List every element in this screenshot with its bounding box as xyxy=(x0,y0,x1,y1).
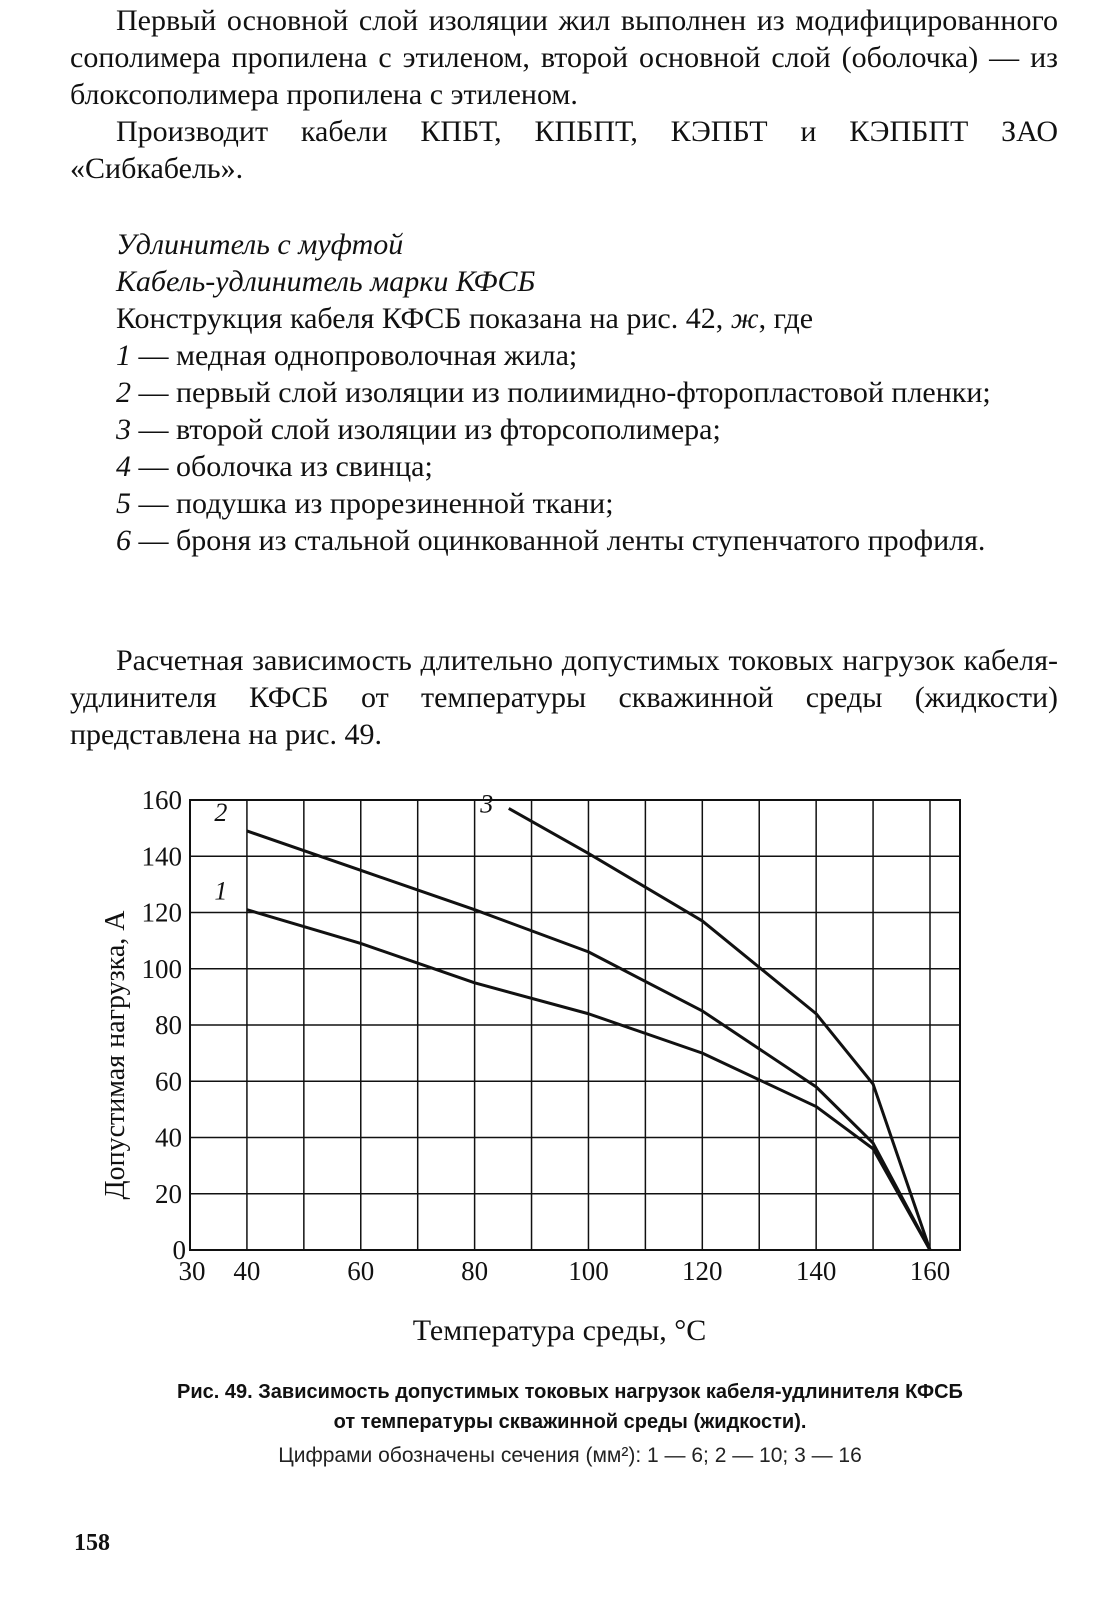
x-tick-label: 120 xyxy=(682,1256,723,1286)
list-item: 3 — второй слой изоляции из фторсополимера; xyxy=(116,413,721,446)
y-tick-label: 0 xyxy=(172,1235,186,1265)
x-tick-label: 140 xyxy=(795,1256,837,1286)
series-label-1: 1 xyxy=(214,876,228,906)
x-tick-label: 160 xyxy=(909,1256,951,1286)
y-tick-label: 40 xyxy=(155,1122,182,1153)
paragraph-manufacturer: Производит кабели КПБТ, КПБПТ, КЭПБТ и КЭПБПТ ЗАО «Сибкабель». xyxy=(70,115,1058,185)
chart-figure-49 xyxy=(90,785,1020,1286)
section-heading-cable: Кабель-удлинитель марки КФСБ xyxy=(116,265,536,298)
y-tick-label: 20 xyxy=(155,1178,182,1209)
list-item: 1 — медная однопроволочная жила; xyxy=(116,339,578,372)
y-tick-label: 60 xyxy=(155,1066,182,1097)
y-tick-label: 160 xyxy=(141,785,182,815)
x-tick-label: 100 xyxy=(568,1256,609,1286)
list-item: 5 — подушка из прорезиненной ткани; xyxy=(116,487,614,520)
series-line-3 xyxy=(509,808,930,1250)
y-tick-label: 100 xyxy=(141,953,182,984)
series-label-2: 2 xyxy=(214,797,228,827)
y-tick-label: 120 xyxy=(141,897,182,928)
figure-caption-title: Рис. 49. Зависимость допустимых токовых нагрузок кабеля-удлинителя КФСБ от температуры скважинной среды (жидкости). xyxy=(177,1381,963,1433)
x-tick-label: 30 xyxy=(178,1256,206,1286)
chart-svg xyxy=(90,785,1020,1286)
x-tick-label: 60 xyxy=(347,1256,375,1286)
y-tick-label: 80 xyxy=(155,1010,182,1040)
paragraph-insulation: Первый основной слой изоляции жил выполнен из модифицированного сополимера пропилена с этиленом, второй основной слой (оболочка) — из блоксополимера пропилена с этиленом. xyxy=(70,4,1058,111)
list-item: 6 — броня из стальной оцинкованной ленты ступенчатого профиля. xyxy=(116,524,986,557)
section-kfsb xyxy=(70,226,1058,559)
list-item: 4 — оболочка из свинца; xyxy=(116,450,433,483)
calc-text xyxy=(70,642,1058,753)
section-heading-extension: Удлинитель с муфтой xyxy=(116,228,404,261)
series-label-3: 3 xyxy=(480,789,494,819)
chart-y-axis-label: Допустимая нагрузка, А xyxy=(100,910,131,1200)
page-number: 158 xyxy=(74,1530,110,1556)
intro-text xyxy=(70,2,1058,187)
chart-x-axis-label: Температура среды, °С xyxy=(412,1314,707,1347)
construction-lead: Конструкция кабеля КФСБ показана на рис. 42, ж, где xyxy=(116,302,814,335)
x-tick-label: 80 xyxy=(461,1256,489,1286)
x-tick-label: 40 xyxy=(233,1256,261,1286)
y-tick-label: 140 xyxy=(141,841,182,872)
list-item: 2 — первый слой изоляции из полиимидно-фторопластовой пленки; xyxy=(116,376,991,409)
paragraph-calculation: Расчетная зависимость длительно допустимых токовых нагрузок кабеля-удлинителя КФСБ от температуры скважинной среды (жидкости) представлена на рис. 49. xyxy=(70,644,1058,751)
figure-caption-note: Цифрами обозначены сечения (мм²): 1 — 6; 2 — 10; 3 — 16 xyxy=(278,1444,862,1467)
